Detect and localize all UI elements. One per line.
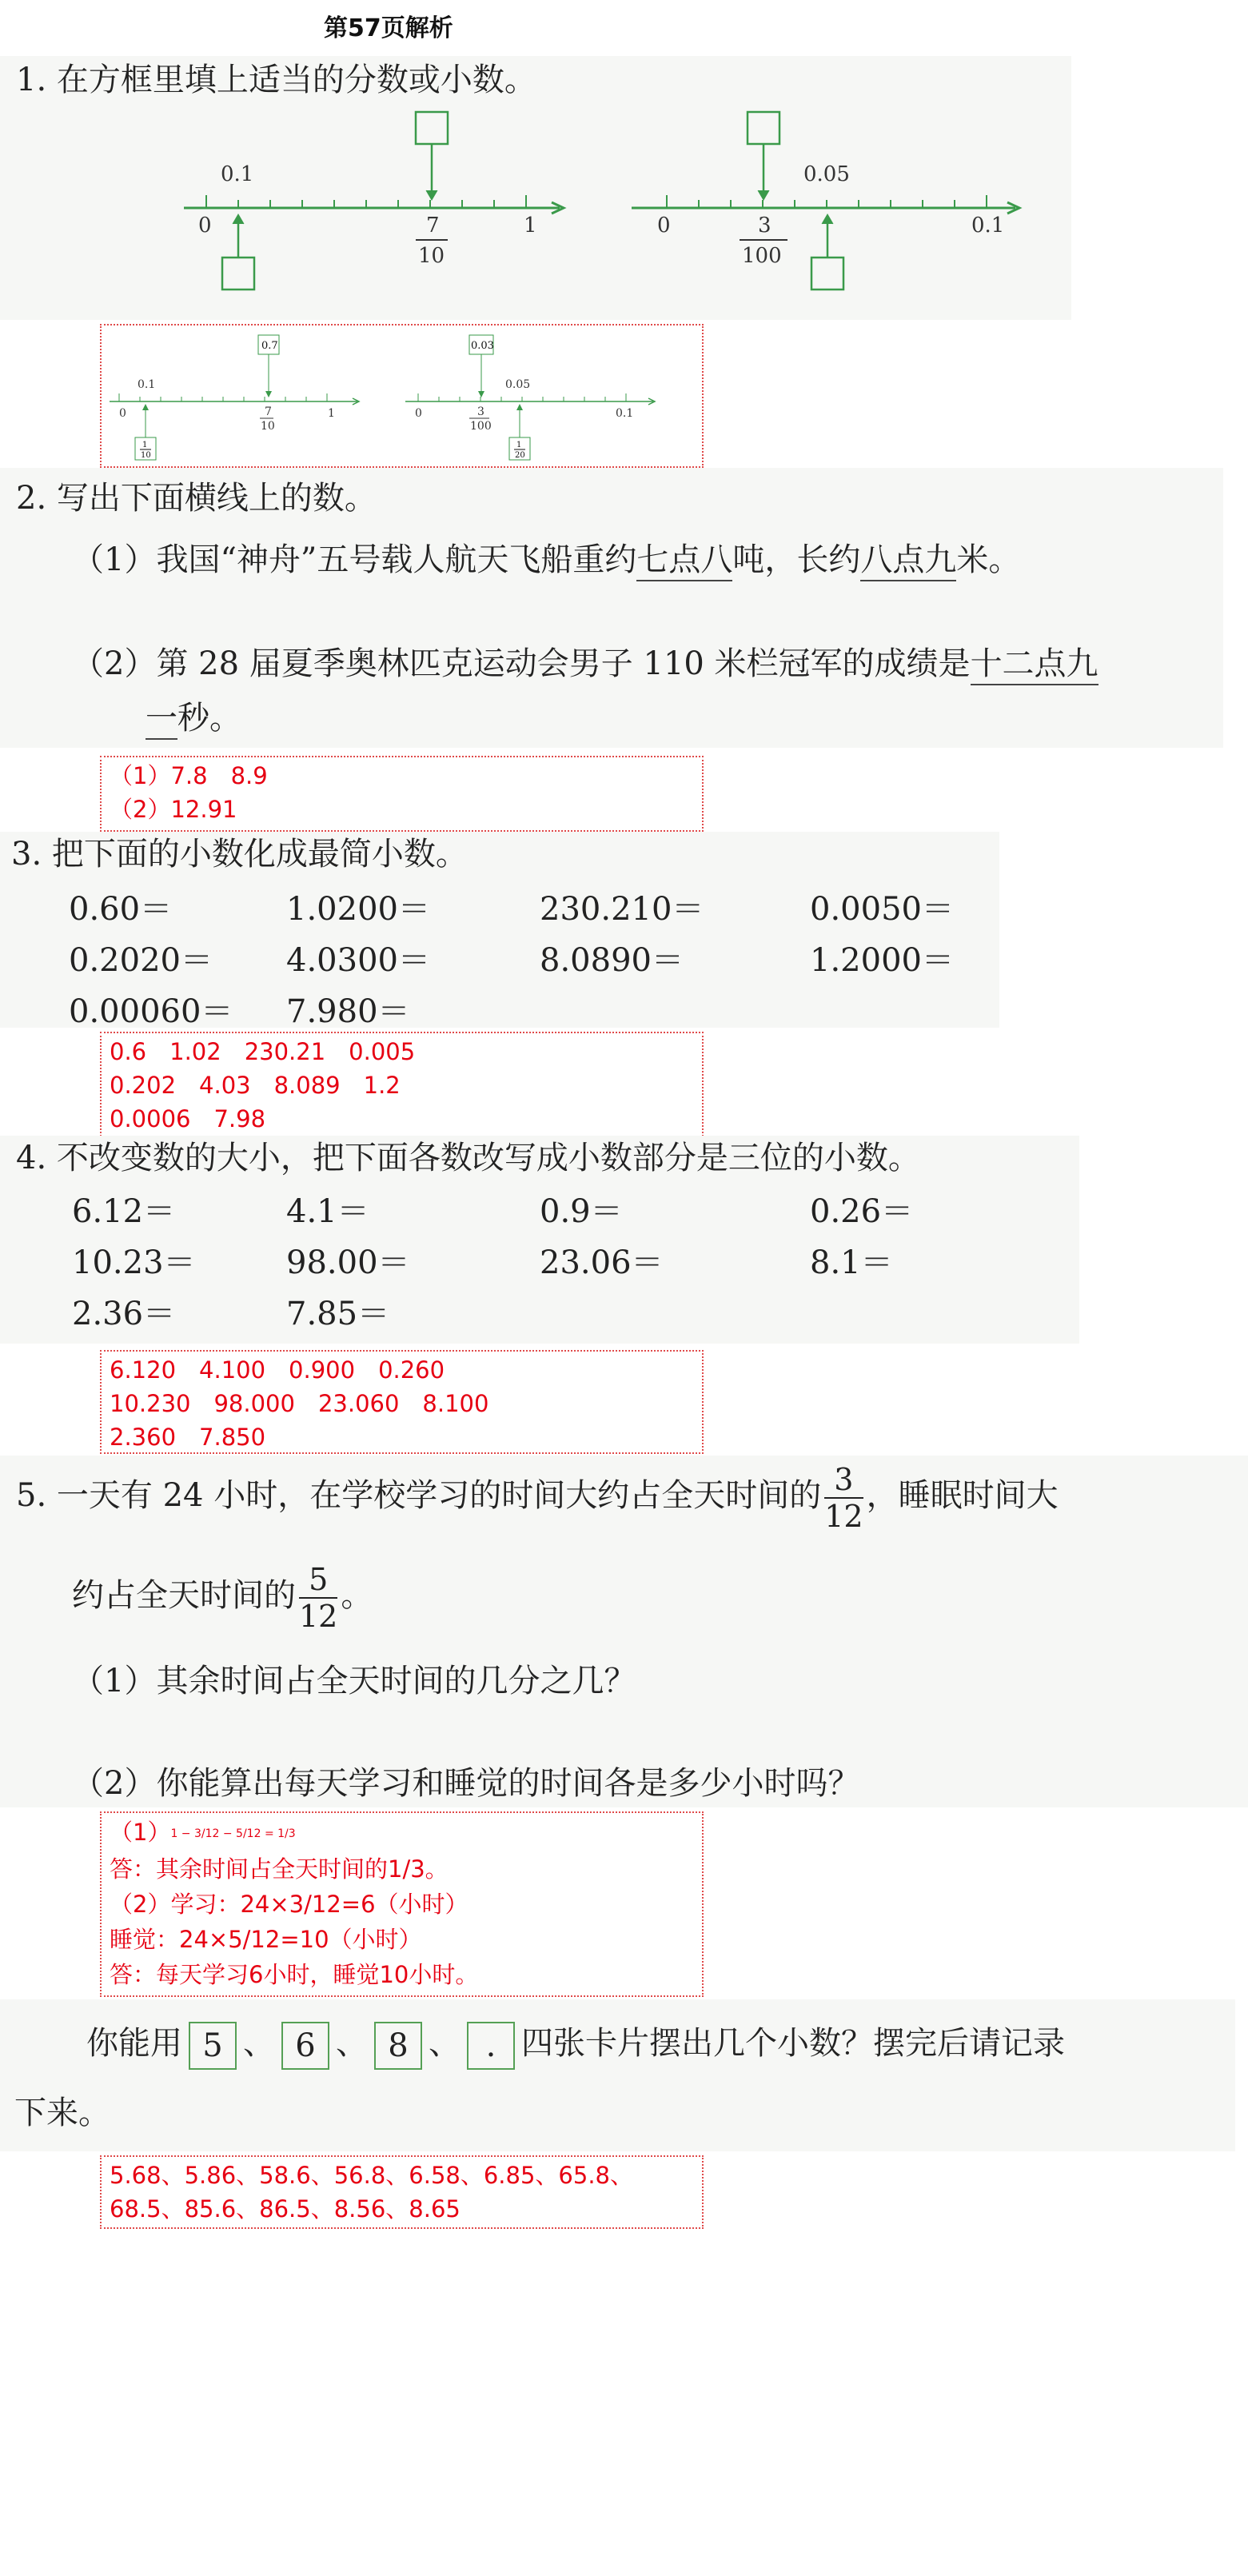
q6-card-4: .	[467, 2022, 515, 2070]
q1-answer-lines	[102, 325, 702, 466]
q3-answer-line-3: 0.0006 7.98	[110, 1105, 266, 1132]
q4-item: 10.23＝	[72, 1244, 196, 1281]
q6-card-1: 5	[189, 2022, 237, 2070]
q1-left-label-top: 0.1	[221, 162, 254, 186]
q4-item: 23.06＝	[540, 1244, 664, 1281]
svg-text:0: 0	[415, 407, 422, 420]
q1-box-top-left[interactable]	[416, 112, 448, 144]
q3-item: 230.210＝	[540, 891, 704, 928]
q5-line2-a: 约占全天时间的	[72, 1577, 296, 1614]
q6-sep-1: 、	[243, 2025, 275, 2062]
q3-item: 0.2020＝	[69, 942, 213, 979]
q1-box-bottom-right[interactable]	[811, 258, 843, 290]
q3-answer-box	[100, 1032, 704, 1140]
svg-text:0.1: 0.1	[138, 378, 156, 391]
q4-item: 0.9＝	[540, 1193, 623, 1230]
q5-answer-line-5: 答：每天学习6小时，睡觉10小时。	[110, 1961, 479, 1988]
svg-text:100: 100	[470, 420, 492, 433]
q3-answer-line-2: 0.202 4.03 8.089 1.2	[110, 1072, 401, 1099]
q4-item: 8.1＝	[810, 1244, 893, 1281]
q2-p2-u2: 一	[146, 700, 177, 740]
q5-answer-line-4: 睡觉：24×5/12=10（小时）	[110, 1926, 422, 1953]
q4-answer-line-2: 10.230 98.000 23.060 8.100	[110, 1390, 489, 1417]
q5-answer-box	[100, 1811, 704, 1997]
q2-answer-line-2: （2）12.91	[110, 796, 237, 823]
q2-part2-cont	[146, 693, 241, 738]
q6-answer-box	[100, 2155, 704, 2229]
q1-answer-box	[100, 324, 704, 468]
q2-p2-b: 秒。	[177, 700, 241, 737]
q3-item: 0.60＝	[69, 891, 173, 928]
q2-p2-u1: 十二点九	[971, 645, 1098, 685]
q5-line1-b: ，睡眠时间大	[866, 1477, 1059, 1514]
q2-p1-u2: 八点九	[860, 541, 956, 581]
q1-right-frac-den: 100	[742, 244, 782, 268]
svg-text:10: 10	[261, 420, 275, 433]
q6-sep-3: 、	[429, 2025, 461, 2062]
q4-item: 7.85＝	[286, 1296, 390, 1332]
q5-frac2-num: 5	[309, 1562, 329, 1597]
q5-line2-b: 。	[341, 1577, 373, 1614]
q4-text: 4. 不改变数的大小，把下面各数改写成小数部分是三位的小数。	[16, 1140, 920, 1176]
q1-right-end: 0.1	[971, 214, 1005, 238]
q6-line2: 下来。	[14, 2095, 110, 2131]
q5-frac2-den: 12	[299, 1599, 338, 1634]
q5-part2: （2）你能算出每天学习和睡觉的时间各是多少小时吗？	[72, 1765, 860, 1802]
q1-right-label-top: 0.05	[803, 162, 850, 186]
q2-p1-u1: 七点八	[636, 541, 732, 581]
q1-right-start: 0	[657, 214, 671, 238]
q1-text: 1. 在方框里填上适当的分数或小数。	[16, 62, 536, 98]
q5-line1-a: 5. 一天有 24 小时，在学校学习的时间大约占全天时间的	[16, 1477, 822, 1514]
q6-answer-line-2: 68.5、85.6、86.5、8.56、8.65	[110, 2195, 461, 2223]
q4-item: 98.00＝	[286, 1244, 410, 1281]
q3-item: 1.2000＝	[810, 942, 954, 979]
q5-line2	[72, 1556, 373, 1635]
q3-item: 0.0050＝	[810, 891, 954, 928]
q4-answer-line-1: 6.120 4.100 0.900 0.260	[110, 1356, 445, 1384]
q5-answer-line-1	[110, 1815, 694, 1851]
q5-frac1	[824, 1462, 863, 1534]
q1-left-start: 0	[198, 214, 212, 238]
q4-item: 2.36＝	[72, 1296, 176, 1332]
q2-answer-line-1: （1）7.8 8.9	[110, 762, 268, 789]
q2-p1-a: （1）我国“神舟”五号载人航天飞船重约	[72, 541, 637, 578]
q2-text: 2. 写出下面横线上的数。	[16, 480, 377, 517]
svg-text:3: 3	[477, 405, 484, 418]
q4-item: 0.26＝	[810, 1193, 914, 1230]
q1-answer-left-bottom-num: 1	[142, 441, 148, 449]
q2-part2	[72, 638, 1098, 684]
q4-item: 6.12＝	[72, 1193, 176, 1230]
q5-ans1-label: （1）	[110, 1819, 171, 1846]
q2-p1-b: 吨，长约	[732, 541, 861, 578]
q4-answer-box	[100, 1350, 704, 1454]
q6-text-b: 四张卡片摆出几个小数？摆完后请记录	[521, 2025, 1065, 2062]
q1-right-frac-num: 3	[758, 214, 772, 238]
q6-answer-line-1: 5.68、5.86、58.6、56.8、6.58、6.85、65.8、	[110, 2162, 633, 2189]
q2-p2-a: （2）第 28 届夏季奥林匹克运动会男子 110 米栏冠军的成绩是	[72, 645, 971, 682]
q3-text: 3. 把下面的小数化成最简小数。	[11, 836, 468, 873]
svg-text:1: 1	[328, 407, 335, 420]
q2-answer-box	[100, 756, 704, 832]
q1-answer-left-bottom-den: 10	[141, 451, 151, 460]
q1-box-bottom-left[interactable]	[222, 258, 254, 290]
q5-frac1-den: 12	[824, 1499, 863, 1534]
q5-ans1-expr: 1 − 3/12 − 5/12 = 1/3	[170, 1827, 296, 1840]
q1-number-lines	[0, 104, 1071, 312]
q6-line1	[86, 2015, 1065, 2071]
q1-answer-left-top: 0.7	[261, 340, 278, 352]
svg-text:0.05: 0.05	[505, 378, 531, 391]
q5-line1	[16, 1456, 1059, 1536]
svg-text:0: 0	[119, 407, 126, 420]
svg-text:0.1: 0.1	[616, 407, 634, 420]
q2-part1	[72, 534, 1020, 580]
q6-card-2: 6	[281, 2022, 329, 2070]
q3-item: 4.0300＝	[286, 942, 430, 979]
q3-item: 8.0890＝	[540, 942, 684, 979]
q6-card-3: 8	[374, 2022, 422, 2070]
q3-item: 0.00060＝	[69, 993, 233, 1030]
q3-answer-line-1: 0.6 1.02 230.21 0.005	[110, 1038, 416, 1065]
q5-part1: （1）其余时间占全天时间的几分之几？	[72, 1663, 636, 1699]
q4-answer-line-3: 2.360 7.850	[110, 1424, 266, 1451]
q3-item: 1.0200＝	[286, 891, 430, 928]
q5-frac2	[299, 1562, 337, 1634]
q1-left-end: 1	[524, 214, 537, 238]
svg-text:7: 7	[265, 405, 272, 418]
q1-answer-right-bottom-num: 1	[516, 441, 522, 449]
q1-left-frac-den: 10	[418, 244, 445, 268]
page-title: 第57页解析	[324, 14, 453, 42]
q1-answer-right-top: 0.03	[471, 340, 494, 352]
q2-p1-c: 米。	[956, 541, 1021, 578]
q4-item: 4.1＝	[286, 1193, 369, 1230]
q1-left-frac-num: 7	[426, 214, 440, 238]
q1-answer-right-bottom-den: 20	[515, 451, 525, 460]
q6-text-a: 你能用	[86, 2025, 182, 2062]
q5-answer-line-3: （2）学习：24×3/12=6（小时）	[110, 1891, 468, 1918]
q5-answer-line-2: 答：其余时间占全天时间的1/3。	[110, 1855, 449, 1883]
q1-box-top-right[interactable]	[748, 112, 780, 144]
q6-sep-2: 、	[336, 2025, 368, 2062]
q5-frac1-num: 3	[834, 1462, 854, 1497]
q3-item: 7.980＝	[286, 993, 410, 1030]
